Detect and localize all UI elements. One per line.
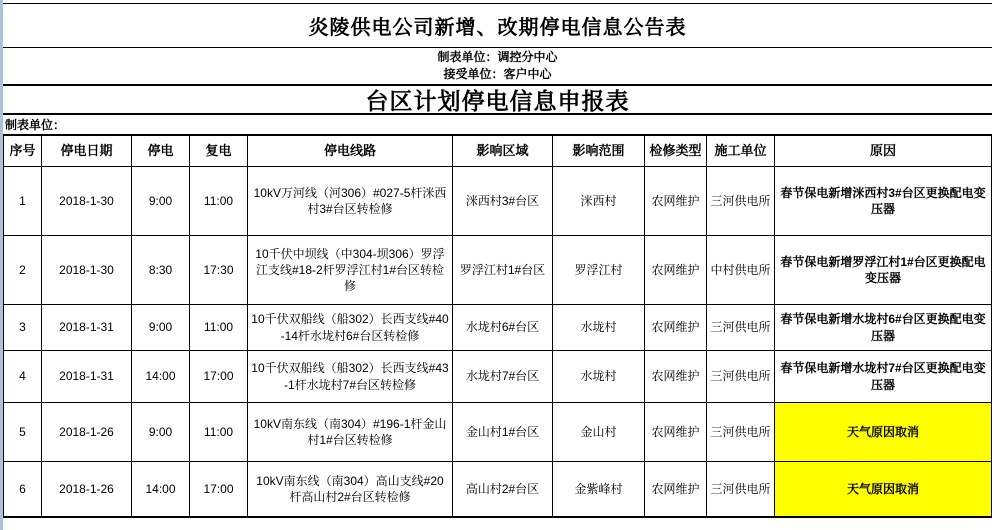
cell-no: 4	[4, 351, 42, 403]
prepared-by-label: 制表单位：调控分中心	[437, 49, 558, 64]
cell-date: 2018-1-26	[42, 462, 132, 517]
cell-no: 1	[4, 167, 42, 236]
cell-start: 9:00	[132, 305, 190, 351]
table-row	[4, 403, 992, 462]
main-title: 炎陵供电公司新增、改期停电信息公告表	[3, 3, 992, 48]
cell-area: 罗浮江村1#台区	[453, 236, 553, 305]
col-header-area: 影响区域	[453, 136, 553, 167]
table-row	[4, 167, 992, 236]
cell-unit: 三河供电所	[707, 167, 775, 236]
cell-date: 2018-1-30	[42, 167, 132, 236]
table-row	[4, 351, 992, 403]
cell-end: 17:30	[190, 236, 248, 305]
cell-reason: 春节保电新增水垅村6#台区更换配电变压器	[775, 305, 992, 351]
cell-start: 9:00	[132, 167, 190, 236]
section-title: 台区计划停电信息申报表	[3, 86, 992, 115]
cell-date: 2018-1-30	[42, 236, 132, 305]
col-header-scope: 影响范围	[553, 136, 645, 167]
col-header-type: 检修类型	[645, 136, 707, 167]
cell-area: 水垅村7#台区	[453, 351, 553, 403]
cell-type: 农网维护	[645, 167, 707, 236]
table-row	[4, 236, 992, 305]
cell-no: 5	[4, 403, 42, 462]
col-header-unit: 施工单位	[707, 136, 775, 167]
cell-area: 洣西村3#台区	[453, 167, 553, 236]
cell-type: 农网维护	[645, 403, 707, 462]
cell-reason: 春节保电新增罗浮江村1#台区更换配电变压器	[775, 236, 992, 305]
cell-area: 高山村2#台区	[453, 462, 553, 517]
cell-unit: 三河供电所	[707, 462, 775, 517]
cell-scope: 洣西村	[553, 167, 645, 236]
cell-line: 10千伏双船线（船302）长西支线#40-14杆水垅村6#台区转检修	[248, 305, 453, 351]
cell-reason: 春节保电新增洣西村3#台区更换配电变压器	[775, 167, 992, 236]
col-header-start: 停电	[132, 136, 190, 167]
cell-reason: 天气原因取消	[775, 403, 992, 462]
col-header-reason: 原因	[775, 136, 992, 167]
table-header-row	[4, 136, 992, 167]
cell-date: 2018-1-26	[42, 403, 132, 462]
cell-reason: 天气原因取消	[775, 462, 992, 517]
cell-scope: 金山村	[553, 403, 645, 462]
col-header-no: 序号	[4, 136, 42, 167]
col-header-end: 复电	[190, 136, 248, 167]
cell-type: 农网维护	[645, 305, 707, 351]
cell-start: 9:00	[132, 403, 190, 462]
cell-type: 农网维护	[645, 351, 707, 403]
maker-unit-label: 制表单位：	[3, 115, 992, 135]
cell-line: 10kV万河线（河306）#027-5杆洣西村3#台区转检修	[248, 167, 453, 236]
cell-unit: 三河供电所	[707, 351, 775, 403]
cell-no: 2	[4, 236, 42, 305]
cell-end: 17:00	[190, 462, 248, 517]
col-header-line: 停电线路	[248, 136, 453, 167]
table-row	[4, 462, 992, 517]
table-row	[4, 305, 992, 351]
cell-start: 14:00	[132, 351, 190, 403]
cell-area: 金山村1#台区	[453, 403, 553, 462]
cell-line: 10千伏中坝线（中304-坝306）罗浮江支线#18-2杆罗浮江村1#台区转检修	[248, 236, 453, 305]
cell-start: 14:00	[132, 462, 190, 517]
cell-unit: 中村供电所	[707, 236, 775, 305]
cell-scope: 水垅村	[553, 351, 645, 403]
cell-scope: 水垅村	[553, 305, 645, 351]
cell-scope: 金紫峰村	[553, 462, 645, 517]
cell-start: 8:30	[132, 236, 190, 305]
cell-unit: 三河供电所	[707, 403, 775, 462]
cell-end: 17:00	[190, 351, 248, 403]
cell-reason: 春节保电新增水垅村7#台区更换配电变压器	[775, 351, 992, 403]
cell-no: 3	[4, 305, 42, 351]
cell-area: 水垅村6#台区	[453, 305, 553, 351]
cell-line: 10千伏双船线（船302）长西支线#43-1杆水垅村7#台区转检修	[248, 351, 453, 403]
cell-type: 农网维护	[645, 236, 707, 305]
cell-scope: 罗浮江村	[553, 236, 645, 305]
received-by-label: 接受单位：客户中心	[443, 67, 552, 81]
cell-line: 10kV南东线（南304）#196-1杆金山村1#台区转检修	[248, 403, 453, 462]
col-header-date: 停电日期	[42, 136, 132, 167]
cell-date: 2018-1-31	[42, 305, 132, 351]
cell-date: 2018-1-31	[42, 351, 132, 403]
cell-line: 10kV南东线（南304）高山支线#20杆高山村2#台区转检修	[248, 462, 453, 517]
cell-end: 11:00	[190, 167, 248, 236]
cell-type: 农网维护	[645, 462, 707, 517]
cell-end: 11:00	[190, 305, 248, 351]
cell-no: 6	[4, 462, 42, 517]
cell-unit: 三河供电所	[707, 305, 775, 351]
cell-end: 11:00	[190, 403, 248, 462]
outage-table	[3, 135, 992, 518]
sub-info-block	[3, 48, 992, 86]
